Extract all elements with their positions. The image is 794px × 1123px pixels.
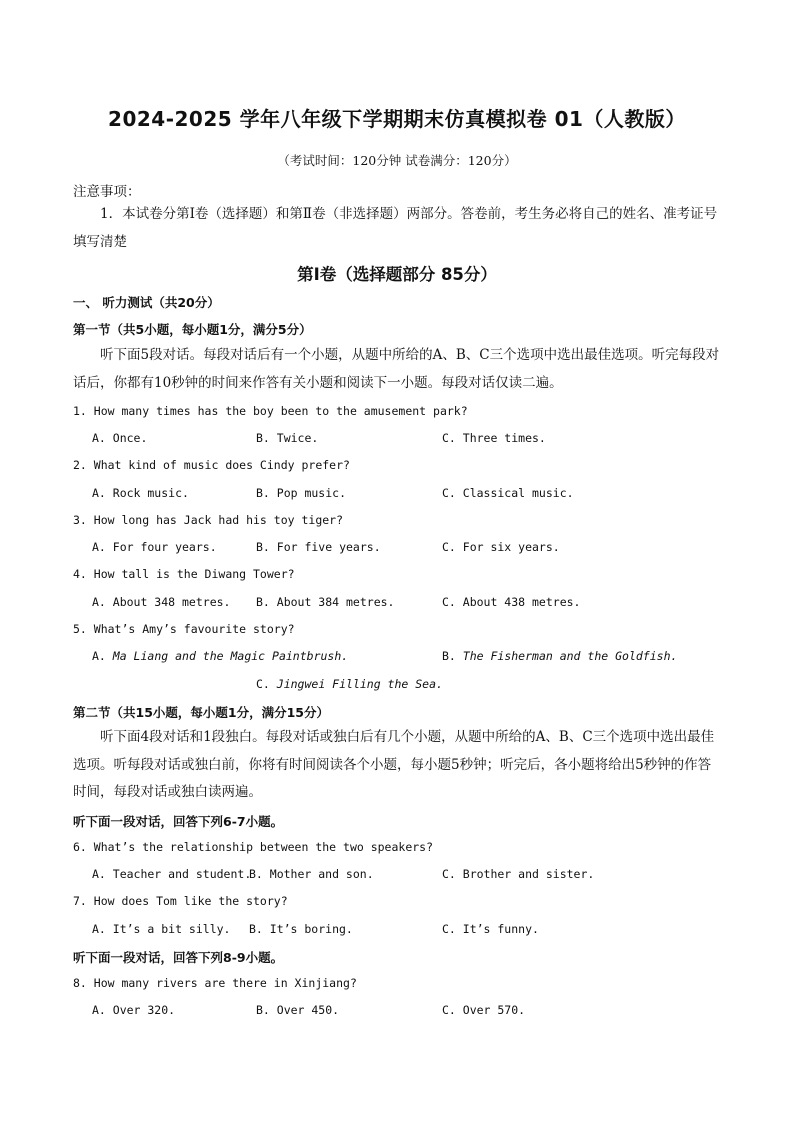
q1-option-b: B. Twice. — [256, 431, 319, 445]
q4-option-a: A. About 348 metres. — [92, 595, 231, 609]
question-2: 2. What kind of music does Cindy prefer? — [73, 458, 350, 472]
dialog-8-9-heading: 听下面一段对话，回答下列8-9小题。 — [73, 950, 284, 965]
q5-option-a — [92, 649, 348, 663]
q6-option-c: C. Brother and sister. — [442, 867, 595, 881]
question-7: 7. How does Tom like the story? — [73, 894, 288, 908]
q4-option-b: B. About 384 metres. — [256, 595, 395, 609]
q5-option-b-text: The Fisherman and the Goldfish. — [462, 649, 678, 663]
part1-title: 第Ⅰ卷（选择题部分 85分） — [297, 265, 497, 284]
q1-option-c: C. Three times. — [442, 431, 546, 445]
q5-option-b — [442, 649, 677, 663]
q1-option-a: A. Once. — [92, 431, 148, 445]
q5-option-c-text: Jingwei Filling the Sea. — [276, 677, 443, 691]
section1-title: 第一节（共5小题，每小题1分，满分5分） — [73, 322, 312, 337]
question-5: 5. What’s Amy’s favourite story? — [73, 622, 295, 636]
q5-option-a-prefix: A. — [92, 649, 113, 663]
notice-text: 1．本试卷分第Ⅰ卷（选择题）和第Ⅱ卷（非选择题）两部分。答卷前，考生务必将自己的姓名、准考证号填写清楚 — [73, 206, 718, 250]
question-3: 3. How long has Jack had his toy tiger? — [73, 513, 344, 527]
dialog-6-7-heading: 听下面一段对话，回答下列6-7小题。 — [73, 814, 284, 829]
q3-option-c: C. For six years. — [442, 540, 560, 554]
q7-option-b: B. It’s boring. — [249, 922, 353, 936]
q7-option-c: C. It’s funny. — [442, 922, 539, 936]
q8-option-b: B. Over 450. — [256, 1003, 340, 1017]
q4-option-c: C. About 438 metres. — [442, 595, 581, 609]
q5-option-c-prefix: C. — [256, 677, 277, 691]
q6-option-a: A. Teacher and student. — [92, 867, 252, 881]
q5-option-b-prefix: B. — [442, 649, 463, 663]
notice-label: 注意事项： — [73, 184, 141, 200]
section2-instructions: 听下面4段对话和1段独白。每段对话或独白后有几个小题，从题中所给的A、B、C三个选项中选出最佳选项。听每段对话或独白前，你将有时间阅读各个小题，每小题5秒钟；听完后，各小题将给出5秒钟的作答时间，每段对话或独白读两遍。 — [73, 729, 715, 800]
q8-option-c: C. Over 570. — [442, 1003, 526, 1017]
q3-option-a: A. For four years. — [92, 540, 217, 554]
question-4: 4. How tall is the Diwang Tower? — [73, 567, 295, 581]
q7-option-a: A. It’s a bit silly. — [92, 922, 231, 936]
question-1: 1. How many times has the boy been to the amusement park? — [73, 404, 468, 418]
q2-option-a: A. Rock music. — [92, 486, 189, 500]
q8-option-a: A. Over 320. — [92, 1003, 176, 1017]
section2-title: 第二节（共15小题，每小题1分，满分15分） — [73, 705, 329, 720]
question-6: 6. What’s the relationship between the two speakers? — [73, 840, 434, 854]
listening-title: 一、 听力测试（共20分） — [73, 295, 220, 310]
q2-option-c: C. Classical music. — [442, 486, 574, 500]
question-8: 8. How many rivers are there in Xinjiang? — [73, 976, 357, 990]
q6-option-b: B. Mother and son. — [249, 867, 374, 881]
page-title: 2024-2025 学年八年级下学期期末仿真模拟卷 01（人教版） — [108, 107, 686, 131]
section1-instructions: 听下面5段对话。每段对话后有一个小题，从题中所给的A、B、C三个选项中选出最佳选项。听完每段对话后，你都有10秒钟的时间来作答有关小题和阅读下一小题。每段对话仅读二遍。 — [73, 347, 720, 391]
q5-option-c — [256, 677, 443, 691]
exam-info: （考试时间：120分钟 试卷满分：120分） — [277, 153, 517, 168]
q2-option-b: B. Pop music. — [256, 486, 347, 500]
q3-option-b: B. For five years. — [256, 540, 381, 554]
q5-option-a-text: Ma Liang and the Magic Paintbrush. — [112, 649, 349, 663]
